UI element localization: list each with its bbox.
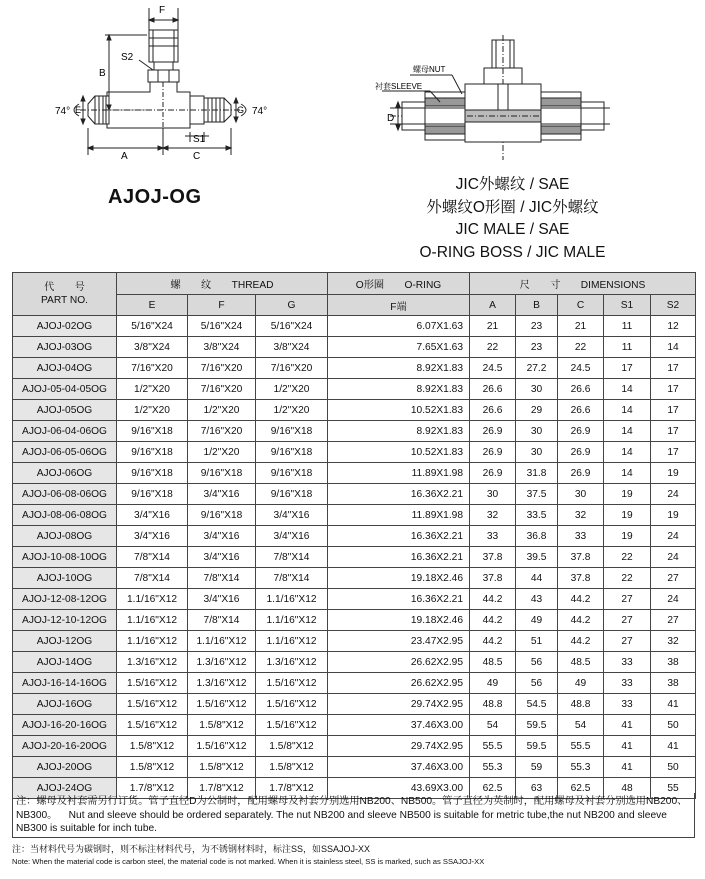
header-dimensions: 尺 寸 DIMENSIONS xyxy=(470,273,696,295)
specification-table xyxy=(12,272,696,799)
table-row xyxy=(13,379,696,400)
table-cell: 1.5/8"X12 xyxy=(117,757,188,778)
oring-cell: 10.52X1.83 xyxy=(328,442,470,463)
table-cell: 59.5 xyxy=(516,736,558,757)
table-cell: 33 xyxy=(470,526,516,547)
description-line: O-RING BOSS / JIC MALE xyxy=(419,243,606,261)
table-cell: 49 xyxy=(558,673,604,694)
table-cell: 31.8 xyxy=(516,463,558,484)
table-row xyxy=(13,547,696,568)
oring-cell: 43.69X3.00 xyxy=(328,778,470,799)
table-cell: 14 xyxy=(604,442,651,463)
label-f: F xyxy=(159,5,166,16)
oring-cell: 16.36X2.21 xyxy=(328,526,470,547)
table-cell: 55 xyxy=(651,778,696,799)
subheader-cell: A xyxy=(470,295,516,316)
oring-cell: 16.36X2.21 xyxy=(328,547,470,568)
table-row xyxy=(13,526,696,547)
table-cell: 37.8 xyxy=(470,568,516,589)
part-number-cell: AJOJ-06-05-06OG xyxy=(13,442,117,463)
part-number-cell: AJOJ-24OG xyxy=(13,778,117,799)
header-part-no-cn: 代 号 xyxy=(44,282,85,293)
table-row xyxy=(13,652,696,673)
part-number-cell: AJOJ-12OG xyxy=(13,631,117,652)
table-cell: 1/2"X20 xyxy=(256,379,328,400)
part-number-cell: AJOJ-05-04-05OG xyxy=(13,379,117,400)
label-b: B xyxy=(99,68,106,79)
table-cell: 41 xyxy=(604,757,651,778)
label-a: A xyxy=(121,151,128,162)
table-cell: 1.7/8"X12 xyxy=(256,778,328,799)
table-cell: 1.5/8"X12 xyxy=(188,757,256,778)
part-number-cell: AJOJ-12-10-12OG xyxy=(13,610,117,631)
table-cell: 14 xyxy=(604,421,651,442)
table-cell: 9/16"X18 xyxy=(117,421,188,442)
table-cell: 26.6 xyxy=(558,400,604,421)
table-cell: 1/2"X20 xyxy=(256,400,328,421)
table-cell: 27 xyxy=(604,589,651,610)
table-cell: 19 xyxy=(651,463,696,484)
product-description xyxy=(405,174,620,264)
table-cell: 44.2 xyxy=(470,631,516,652)
table-cell: 9/16"X18 xyxy=(256,463,328,484)
table-cell: 17 xyxy=(651,400,696,421)
description-line: JIC外螺纹 / SAE xyxy=(455,176,570,193)
table-cell: 27 xyxy=(604,631,651,652)
table-cell: 54 xyxy=(470,715,516,736)
table-cell: 38 xyxy=(651,652,696,673)
table-cell: 32 xyxy=(651,631,696,652)
subheader-cell: E xyxy=(117,295,188,316)
table-cell: 39.5 xyxy=(516,547,558,568)
table-cell: 22 xyxy=(604,547,651,568)
subheader-cell: G xyxy=(256,295,328,316)
table-cell: 29 xyxy=(516,400,558,421)
subheader-cell: S1 xyxy=(604,295,651,316)
table-cell: 26.9 xyxy=(470,421,516,442)
footnote-cn: 注：当材料代号为碳钢时，则不标注材料代号，为不锈钢材料时，标注SS，如SSAJOJ-XX xyxy=(12,844,371,854)
part-number-cell: AJOJ-05OG xyxy=(13,400,117,421)
table-cell: 59.5 xyxy=(516,715,558,736)
table-cell: 7/8"X14 xyxy=(117,547,188,568)
label-s1: S1 xyxy=(193,134,206,145)
oring-cell: 26.62X2.95 xyxy=(328,652,470,673)
table-cell: 30 xyxy=(516,379,558,400)
table-cell: 26.6 xyxy=(558,379,604,400)
label-c: C xyxy=(193,151,201,162)
table-cell: 44.2 xyxy=(558,631,604,652)
table-cell: 7/16"X20 xyxy=(117,358,188,379)
table-cell: 33 xyxy=(604,694,651,715)
table-cell: 24 xyxy=(651,526,696,547)
oring-cell: 23.47X2.95 xyxy=(328,631,470,652)
table-cell: 12 xyxy=(651,316,696,337)
table-cell: 26.6 xyxy=(470,379,516,400)
table-cell: 56 xyxy=(516,673,558,694)
part-number-cell: AJOJ-20-16-20OG xyxy=(13,736,117,757)
table-cell: 55.3 xyxy=(470,757,516,778)
assembly-section-drawing xyxy=(370,30,615,170)
table-cell: 44.2 xyxy=(470,589,516,610)
subheader-cell: B xyxy=(516,295,558,316)
table-cell: 7/16"X20 xyxy=(188,358,256,379)
table-cell: 1.5/16"X12 xyxy=(256,694,328,715)
table-cell: 26.6 xyxy=(470,400,516,421)
part-number-cell: AJOJ-12-08-12OG xyxy=(13,589,117,610)
note-cn: 注：螺母及衬套需另行订货。管子直径D为公制时，配用螺母及衬套分别选用NB200、NB500。管子直径为英制时，配用螺母及衬套分别选用NB200、NB300。 xyxy=(16,796,688,821)
table-cell: 1.5/16"X12 xyxy=(256,715,328,736)
table-cell: 27 xyxy=(651,568,696,589)
table-cell: 50 xyxy=(651,715,696,736)
oring-cell: 11.89X1.98 xyxy=(328,505,470,526)
table-cell: 1.5/16"X12 xyxy=(117,673,188,694)
table-cell: 1/2"X20 xyxy=(117,400,188,421)
oring-cell: 16.36X2.21 xyxy=(328,484,470,505)
table-cell: 33 xyxy=(604,673,651,694)
table-cell: 27 xyxy=(651,610,696,631)
table-cell: 9/16"X18 xyxy=(117,463,188,484)
table-cell: 24.5 xyxy=(558,358,604,379)
table-cell: 1.1/16"X12 xyxy=(256,589,328,610)
table-cell: 37.5 xyxy=(516,484,558,505)
table-cell: 14 xyxy=(604,400,651,421)
table-cell: 63 xyxy=(516,778,558,799)
table-cell: 1.5/16"X12 xyxy=(117,715,188,736)
oring-cell: 8.92X1.83 xyxy=(328,358,470,379)
table-cell: 9/16"X18 xyxy=(256,421,328,442)
table-cell: 1.5/16"X12 xyxy=(188,736,256,757)
oring-cell: 26.62X2.95 xyxy=(328,673,470,694)
label-s2: S2 xyxy=(121,52,134,63)
table-cell: 1.5/16"X12 xyxy=(256,673,328,694)
table-cell: 19 xyxy=(604,484,651,505)
table-cell: 1.1/16"X12 xyxy=(256,610,328,631)
table-cell: 3/4"X16 xyxy=(188,484,256,505)
table-cell: 21 xyxy=(558,316,604,337)
table-cell: 3/8"X24 xyxy=(117,337,188,358)
description-line: JIC MALE / SAE xyxy=(455,221,570,238)
table-cell: 37.8 xyxy=(470,547,516,568)
table-cell: 17 xyxy=(651,421,696,442)
table-cell: 17 xyxy=(651,442,696,463)
table-cell: 48.8 xyxy=(558,694,604,715)
table-cell: 9/16"X18 xyxy=(256,442,328,463)
table-cell: 9/16"X18 xyxy=(188,505,256,526)
table-cell: 30 xyxy=(516,421,558,442)
oring-cell: 37.46X3.00 xyxy=(328,757,470,778)
table-row xyxy=(13,442,696,463)
table-cell: 1.5/8"X12 xyxy=(117,736,188,757)
table-cell: 38 xyxy=(651,673,696,694)
table-cell: 55.5 xyxy=(470,736,516,757)
table-cell: 1.3/16"X12 xyxy=(188,652,256,673)
table-row xyxy=(13,715,696,736)
table-cell: 44.2 xyxy=(470,610,516,631)
table-cell: 54 xyxy=(558,715,604,736)
table-cell: 48.8 xyxy=(470,694,516,715)
subheader-cell: F xyxy=(188,295,256,316)
table-cell: 54.5 xyxy=(516,694,558,715)
note-en: Nut and sleeve should be ordered separately. The nut NB200 and sleeve NB500 is suitable for metric tube,the nut NB200 and sleeve NB300 is suitable for inch tube. xyxy=(16,809,667,834)
table-cell: 48 xyxy=(604,778,651,799)
table-cell: 41 xyxy=(604,715,651,736)
table-cell: 7/16"X20 xyxy=(188,421,256,442)
table-cell: 44.2 xyxy=(558,589,604,610)
part-number-cell: AJOJ-08-06-08OG xyxy=(13,505,117,526)
part-number-cell: AJOJ-02OG xyxy=(13,316,117,337)
table-cell: 1.1/16"X12 xyxy=(188,631,256,652)
part-number-cell: AJOJ-04OG xyxy=(13,358,117,379)
part-number-cell: AJOJ-16-20-16OG xyxy=(13,715,117,736)
part-number-cell: AJOJ-08OG xyxy=(13,526,117,547)
table-cell: 7/8"X14 xyxy=(117,568,188,589)
part-number-cell: AJOJ-16-14-16OG xyxy=(13,673,117,694)
table-cell: 1.1/16"X12 xyxy=(117,631,188,652)
table-cell: 11 xyxy=(604,316,651,337)
part-number-cell: AJOJ-20OG xyxy=(13,757,117,778)
table-cell: 1.3/16"X12 xyxy=(256,652,328,673)
table-cell: 33.5 xyxy=(516,505,558,526)
table-row xyxy=(13,673,696,694)
table-cell: 26.9 xyxy=(558,421,604,442)
table-cell: 21 xyxy=(470,316,516,337)
table-cell: 62.5 xyxy=(470,778,516,799)
table-cell: 24 xyxy=(651,589,696,610)
description-line: 外螺纹O形圈 / JIC外螺纹 xyxy=(426,198,599,216)
table-cell: 3/8"X24 xyxy=(256,337,328,358)
table-cell: 1.5/8"X12 xyxy=(188,715,256,736)
table-cell: 27.2 xyxy=(516,358,558,379)
table-cell: 22 xyxy=(558,337,604,358)
table-cell: 5/16"X24 xyxy=(256,316,328,337)
table-cell: 7/16"X20 xyxy=(188,379,256,400)
label-angle-right: 74° xyxy=(252,106,268,117)
label-d: D xyxy=(387,113,395,124)
model-title: AJOJ-OG xyxy=(108,186,202,208)
table-cell: 49 xyxy=(470,673,516,694)
table-cell: 22 xyxy=(604,568,651,589)
table-cell: 26.9 xyxy=(470,463,516,484)
table-cell: 37.8 xyxy=(558,568,604,589)
table-cell: 1.3/16"X12 xyxy=(117,652,188,673)
label-g: G xyxy=(237,105,245,115)
part-number-cell: AJOJ-16OG xyxy=(13,694,117,715)
table-cell: 17 xyxy=(604,358,651,379)
table-cell: 3/4"X16 xyxy=(188,547,256,568)
oring-cell: 8.92X1.83 xyxy=(328,379,470,400)
table-row xyxy=(13,736,696,757)
table-row xyxy=(13,421,696,442)
table-cell: 24 xyxy=(651,484,696,505)
table-cell: 32 xyxy=(558,505,604,526)
header-oring: O形圈 O-RING xyxy=(328,273,470,295)
table-cell: 43 xyxy=(516,589,558,610)
table-cell: 50 xyxy=(651,757,696,778)
table-cell: 24 xyxy=(651,547,696,568)
table-cell: 9/16"X18 xyxy=(188,463,256,484)
table-cell: 59 xyxy=(516,757,558,778)
subheader-cell: F端 xyxy=(328,295,470,316)
table-cell: 1.5/16"X12 xyxy=(188,694,256,715)
table-cell: 7/8"X14 xyxy=(188,568,256,589)
table-cell: 55.5 xyxy=(558,736,604,757)
table-cell: 30 xyxy=(470,484,516,505)
table-cell: 3/4"X16 xyxy=(188,526,256,547)
oring-cell: 6.07X1.63 xyxy=(328,316,470,337)
table-cell: 1.1/16"X12 xyxy=(256,631,328,652)
label-nut: 螺母NUT xyxy=(413,65,446,74)
table-cell: 7/8"X14 xyxy=(256,547,328,568)
table-cell: 24.5 xyxy=(470,358,516,379)
table-row xyxy=(13,610,696,631)
table-cell: 3/4"X16 xyxy=(117,505,188,526)
table-cell: 3/8"X24 xyxy=(188,337,256,358)
oring-cell: 11.89X1.98 xyxy=(328,463,470,484)
header-part-no xyxy=(13,273,117,316)
table-cell: 37.8 xyxy=(558,547,604,568)
table-cell: 7/16"X20 xyxy=(256,358,328,379)
table-cell: 5/16"X24 xyxy=(188,316,256,337)
table-cell: 17 xyxy=(651,379,696,400)
oring-cell: 7.65X1.63 xyxy=(328,337,470,358)
table-cell: 55.3 xyxy=(558,757,604,778)
oring-cell: 29.74X2.95 xyxy=(328,736,470,757)
fitting-dimension-drawing xyxy=(55,0,285,165)
table-cell: 48.5 xyxy=(470,652,516,673)
table-cell: 62.5 xyxy=(558,778,604,799)
footnote-en: Note: When the material code is carbon steel, the material code is not marked. When it is stainless steel, SS is marked, such as SSAJOJ-XX xyxy=(12,857,485,866)
oring-cell: 19.18X2.46 xyxy=(328,568,470,589)
label-sleeve: 衬套SLEEVE xyxy=(375,82,423,91)
table-cell: 26.9 xyxy=(558,463,604,484)
part-number-cell: AJOJ-06-04-06OG xyxy=(13,421,117,442)
table-cell: 7/8"X14 xyxy=(188,610,256,631)
table-row xyxy=(13,337,696,358)
table-cell: 41 xyxy=(651,736,696,757)
table-cell: 30 xyxy=(558,484,604,505)
oring-cell: 19.18X2.46 xyxy=(328,610,470,631)
table-cell: 9/16"X18 xyxy=(117,442,188,463)
table-cell: 1.7/8"X12 xyxy=(117,778,188,799)
table-cell: 49 xyxy=(516,610,558,631)
table-row xyxy=(13,505,696,526)
table-cell: 3/4"X16 xyxy=(256,526,328,547)
table-cell: 56 xyxy=(516,652,558,673)
table-row xyxy=(13,400,696,421)
table-cell: 1/2"X20 xyxy=(188,400,256,421)
table-cell: 41 xyxy=(651,694,696,715)
part-number-cell: AJOJ-03OG xyxy=(13,337,117,358)
table-cell: 33 xyxy=(604,652,651,673)
oring-cell: 37.46X3.00 xyxy=(328,715,470,736)
table-cell: 1.5/16"X12 xyxy=(117,694,188,715)
oring-cell: 10.52X1.83 xyxy=(328,400,470,421)
subheader-cell: C xyxy=(558,295,604,316)
oring-cell: 29.74X2.95 xyxy=(328,694,470,715)
table-cell: 23 xyxy=(516,337,558,358)
part-number-cell: AJOJ-10-08-10OG xyxy=(13,547,117,568)
table-cell: 14 xyxy=(651,337,696,358)
header-thread: 螺 纹 THREAD xyxy=(117,273,328,295)
header-part-no-en: PART NO. xyxy=(41,295,88,306)
table-cell: 1.7/8"X12 xyxy=(188,778,256,799)
table-cell: 14 xyxy=(604,379,651,400)
table-row xyxy=(13,358,696,379)
label-angle-left: 74° xyxy=(55,106,71,117)
table-cell: 19 xyxy=(604,526,651,547)
table-cell: 36.8 xyxy=(516,526,558,547)
table-cell: 9/16"X18 xyxy=(256,484,328,505)
table-row xyxy=(13,568,696,589)
table-cell: 1.5/8"X12 xyxy=(256,757,328,778)
table-row xyxy=(13,631,696,652)
table-cell: 30 xyxy=(516,442,558,463)
table-cell: 44 xyxy=(516,568,558,589)
part-number-cell: AJOJ-14OG xyxy=(13,652,117,673)
table-cell: 1.3/16"X12 xyxy=(188,673,256,694)
table-cell: 33 xyxy=(558,526,604,547)
part-number-cell: AJOJ-06OG xyxy=(13,463,117,484)
table-row xyxy=(13,316,696,337)
table-row xyxy=(13,463,696,484)
table-cell: 3/4"X16 xyxy=(256,505,328,526)
label-e: E xyxy=(75,105,82,115)
table-cell: 41 xyxy=(604,736,651,757)
table-cell: 3/4"X16 xyxy=(188,589,256,610)
table-row xyxy=(13,589,696,610)
table-cell: 9/16"X18 xyxy=(117,484,188,505)
table-cell: 44.2 xyxy=(558,610,604,631)
table-cell: 1/2"X20 xyxy=(117,379,188,400)
table-cell: 1.1/16"X12 xyxy=(117,610,188,631)
part-number-cell: AJOJ-06-08-06OG xyxy=(13,484,117,505)
table-cell: 27 xyxy=(604,610,651,631)
table-cell: 1.1/16"X12 xyxy=(117,589,188,610)
table-cell: 26.9 xyxy=(470,442,516,463)
table-row xyxy=(13,694,696,715)
table-cell: 17 xyxy=(651,358,696,379)
table-cell: 1.5/8"X12 xyxy=(256,736,328,757)
table-row xyxy=(13,757,696,778)
subheader-cell: S2 xyxy=(651,295,696,316)
oring-cell: 8.92X1.83 xyxy=(328,421,470,442)
table-row xyxy=(13,484,696,505)
table-cell: 19 xyxy=(651,505,696,526)
notes-box xyxy=(12,793,695,838)
part-number-cell: AJOJ-10OG xyxy=(13,568,117,589)
table-cell: 3/4"X16 xyxy=(117,526,188,547)
table-cell: 19 xyxy=(604,505,651,526)
table-cell: 5/16"X24 xyxy=(117,316,188,337)
table-cell: 14 xyxy=(604,463,651,484)
oring-cell: 16.36X2.21 xyxy=(328,589,470,610)
table-cell: 51 xyxy=(516,631,558,652)
table-cell: 26.9 xyxy=(558,442,604,463)
table-cell: 7/8"X14 xyxy=(256,568,328,589)
table-cell: 32 xyxy=(470,505,516,526)
table-cell: 48.5 xyxy=(558,652,604,673)
table-cell: 1/2"X20 xyxy=(188,442,256,463)
table-cell: 23 xyxy=(516,316,558,337)
table-cell: 22 xyxy=(470,337,516,358)
table-cell: 11 xyxy=(604,337,651,358)
